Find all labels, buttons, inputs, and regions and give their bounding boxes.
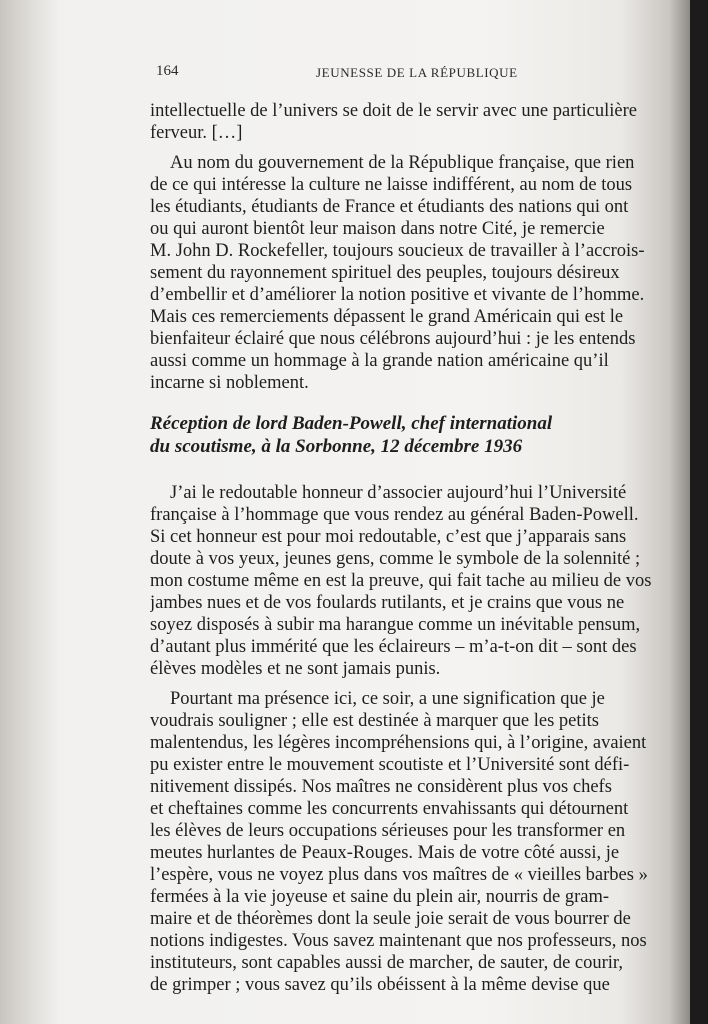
text-line: aussi comme un hommage à la grande nation américaine qu’il	[150, 351, 609, 371]
paragraphs-bottom	[150, 482, 690, 996]
text-line: de grimper ; vous savez qu’ils obéissent à la même devise que	[150, 975, 610, 995]
text-line: de ce qui intéresse la culture ne laisse indifférent, au nom de tous	[150, 175, 633, 195]
page-gutter-shadow	[0, 0, 60, 1024]
paragraph	[150, 688, 690, 996]
text-line: ferveur. […]	[150, 123, 243, 143]
text-line: l’espère, vous ne voyez plus dans vos maîtres de « vieilles barbes »	[150, 865, 648, 885]
text-line: instituteurs, sont capables aussi de marcher, de sauter, de courir,	[150, 953, 623, 973]
text-line: voudrais souligner ; elle est destinée à marquer que les petits	[150, 711, 600, 731]
paragraph	[150, 482, 690, 680]
paragraph-gap	[150, 680, 690, 688]
page-edge-shadow	[690, 0, 708, 1024]
text-line: notions indigestes. Vous savez maintenant que nos professeurs, nos	[150, 931, 647, 951]
text-line: nitivement dissipés. Nos maîtres ne considèrent plus vos chefs	[150, 777, 612, 797]
text-line: Si cet honneur est pour moi redoutable, c’est que j’apparais sans	[150, 527, 627, 547]
page-header	[148, 63, 668, 87]
paragraph-gap	[150, 144, 690, 152]
text-line: maire et de théorèmes dont la seule joie serait de vous bourrer de	[150, 909, 631, 929]
text-line: d’embellir et d’améliorer la notion positive et vivante de l’homme.	[150, 285, 645, 305]
text-line: J’ai le redoutable honneur d’associer aujourd’hui l’Université	[170, 483, 627, 503]
section-heading	[150, 412, 690, 458]
text-line: sement du rayonnement spirituel des peuples, toujours désireux	[150, 263, 620, 283]
paragraph	[150, 100, 690, 144]
text-line: pu exister entre le mouvement scoutiste et l’Université sont défi-	[150, 755, 630, 775]
text-line: M. John D. Rockefeller, toujours soucieux de travailler à l’accrois-	[150, 241, 645, 261]
body-text	[150, 100, 690, 996]
text-line: française à l’hommage que vous rendez au général Baden-Powell.	[150, 505, 639, 525]
text-line: jambes nues et de vos foulards rutilants, et je crains que vous ne	[150, 593, 625, 613]
section-heading-line: Réception de lord Baden-Powell, chef international	[150, 413, 553, 434]
text-line: élèves modèles et ne sont jamais punis.	[150, 659, 441, 679]
text-line: soyez disposés à subir ma harangue comme un inévitable pensum,	[150, 615, 641, 635]
section-heading-line: du scoutisme, à la Sorbonne, 12 décembre 1936	[150, 436, 523, 457]
text-line: d’autant plus immérité que les éclaireurs – m’a-t-on dit – sont des	[150, 637, 637, 657]
text-line: les étudiants, étudiants de France et étudiants des nations qui ont	[150, 197, 629, 217]
text-line: ou qui auront bientôt leur maison dans notre Cité, je remercie	[150, 219, 605, 239]
text-line: et cheftaines comme les concurrents envahissants qui détournent	[150, 799, 629, 819]
text-line: malentendus, les légères incompréhensions qui, à l’origine, avaient	[150, 733, 647, 753]
paragraph	[150, 152, 690, 394]
paragraphs-top	[150, 100, 690, 394]
text-line: les élèves de leurs occupations sérieuses pour les transformer en	[150, 821, 626, 841]
text-line: Pourtant ma présence ici, ce soir, a une signification que je	[170, 689, 605, 709]
text-line: intellectuelle de l’univers se doit de le servir avec une particulière	[150, 101, 637, 121]
text-line: doute à vos yeux, jeunes gens, comme le symbole de la solennité ;	[150, 549, 641, 569]
page-number: 164	[156, 63, 179, 79]
text-line: Au nom du gouvernement de la République française, que rien	[170, 153, 635, 173]
text-line: meutes hurlantes de Peaux-Rouges. Mais de votre côté aussi, je	[150, 843, 620, 863]
running-title: JEUNESSE DE LA RÉPUBLIQUE	[316, 65, 518, 80]
text-line: Mais ces remerciements dépassent le grand Américain qui est le	[150, 307, 624, 327]
text-line: fermées à la vie joyeuse et saine du plein air, nourris de gram-	[150, 887, 610, 907]
text-line: mon costume même en est la preuve, qui fait tache au milieu de vos	[150, 571, 652, 591]
text-line: incarne si noblement.	[150, 373, 309, 393]
text-line: bienfaiteur éclairé que nous célébrons aujourd’hui : je les entends	[150, 329, 636, 349]
